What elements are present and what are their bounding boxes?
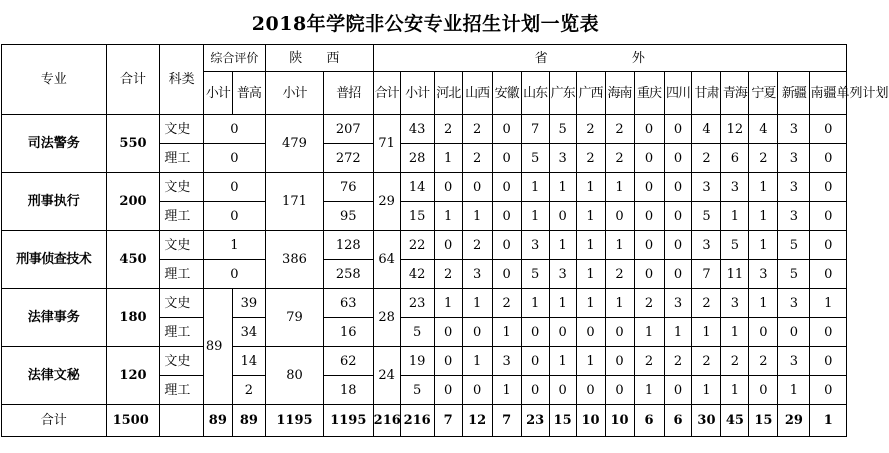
totals-row <box>2 405 847 437</box>
prov-cell: 2 <box>605 260 634 289</box>
prov-cell: 0 <box>664 231 692 260</box>
sx-sub-cell: 386 <box>265 231 323 289</box>
prov-cell: 1 <box>521 289 549 318</box>
prov-cell: 0 <box>810 347 847 376</box>
prov-cell: 0 <box>605 376 634 405</box>
header-shaanxi: 陕 西 <box>265 45 373 72</box>
prov-cell: 12 <box>721 115 749 144</box>
prov-cell: 11 <box>721 260 749 289</box>
prov-cell: 1 <box>576 289 605 318</box>
sx-normal-cell: 272 <box>323 144 373 173</box>
prov-cell: 3 <box>778 347 810 376</box>
sheet-title: 2018年学院非公安专业招生计划一览表 <box>251 12 600 35</box>
totals-sx-normal: 1195 <box>323 405 373 437</box>
prov-cell: 2 <box>749 144 778 173</box>
header-province: 新疆 <box>778 72 810 115</box>
prov-cell: 0 <box>434 376 462 405</box>
prov-cell: 2 <box>605 115 634 144</box>
sx-normal-cell: 76 <box>323 173 373 202</box>
prov-cell: 1 <box>462 202 492 231</box>
totals-prov-cell: 6 <box>634 405 664 437</box>
prov-cell: 1 <box>576 202 605 231</box>
prov-cell: 0 <box>492 260 521 289</box>
comp-cell: 0 <box>203 260 265 289</box>
prov-cell: 2 <box>462 144 492 173</box>
prov-cell: 1 <box>549 231 576 260</box>
table-row <box>2 173 847 202</box>
prov-cell: 1 <box>521 202 549 231</box>
subject-cell: 理工 <box>160 144 203 173</box>
header-province: 山西 <box>462 72 492 115</box>
out-total-cell: 28 <box>373 289 400 347</box>
prov-cell: 3 <box>778 144 810 173</box>
sx-normal-cell: 62 <box>323 347 373 376</box>
out-total-cell: 29 <box>373 173 400 231</box>
prov-cell: 0 <box>434 347 462 376</box>
prov-cell: 3 <box>549 144 576 173</box>
prov-cell: 0 <box>810 173 847 202</box>
prov-cell: 0 <box>749 376 778 405</box>
header-comp-normal: 普高 <box>232 72 265 115</box>
totals-out-total: 216 <box>373 405 400 437</box>
header-subject: 科类 <box>160 45 203 115</box>
prov-cell: 0 <box>521 318 549 347</box>
prov-cell: 3 <box>692 231 721 260</box>
prov-cell: 0 <box>810 115 847 144</box>
prov-cell: 2 <box>721 347 749 376</box>
header-province: 南疆单列计划 <box>810 72 847 115</box>
sx-sub-cell: 479 <box>265 115 323 173</box>
comp-cell: 1 <box>203 231 265 260</box>
prov-cell: 2 <box>434 115 462 144</box>
comp-normal-cell: 2 <box>232 376 265 405</box>
prov-cell: 0 <box>810 318 847 347</box>
prov-cell: 0 <box>664 144 692 173</box>
prov-cell: 1 <box>462 289 492 318</box>
prov-cell: 1 <box>692 318 721 347</box>
out-sub-cell: 23 <box>400 289 434 318</box>
totals-prov-cell: 23 <box>521 405 549 437</box>
header-sx-sub: 小计 <box>265 72 323 115</box>
prov-cell: 5 <box>721 231 749 260</box>
prov-cell: 1 <box>576 173 605 202</box>
prov-cell: 1 <box>549 347 576 376</box>
enrollment-plan-table <box>1 44 889 437</box>
totals-prov-cell: 10 <box>576 405 605 437</box>
table-row <box>2 231 847 260</box>
prov-cell: 0 <box>462 376 492 405</box>
header-province: 四川 <box>664 72 692 115</box>
major-name: 司法警务 <box>2 115 107 173</box>
totals-prov-cell: 29 <box>778 405 810 437</box>
prov-cell: 0 <box>810 231 847 260</box>
subject-cell: 文史 <box>160 347 203 376</box>
prov-cell: 0 <box>664 173 692 202</box>
prov-cell: 1 <box>692 376 721 405</box>
prov-cell: 1 <box>810 289 847 318</box>
comp-cell: 0 <box>203 202 265 231</box>
totals-prov-cell: 6 <box>664 405 692 437</box>
sx-normal-cell: 207 <box>323 115 373 144</box>
header-province: 山东 <box>521 72 549 115</box>
prov-cell: 1 <box>634 376 664 405</box>
subject-cell: 理工 <box>160 260 203 289</box>
totals-prov-cell: 30 <box>692 405 721 437</box>
comp-normal-cell: 34 <box>232 318 265 347</box>
prov-cell: 6 <box>721 144 749 173</box>
prov-cell: 2 <box>492 289 521 318</box>
prov-cell: 1 <box>749 289 778 318</box>
out-sub-cell: 5 <box>400 376 434 405</box>
prov-cell: 0 <box>549 202 576 231</box>
totals-prov-cell: 15 <box>549 405 576 437</box>
prov-cell: 0 <box>605 318 634 347</box>
prov-cell: 1 <box>492 376 521 405</box>
prov-cell: 0 <box>434 231 462 260</box>
comp-sub-merged: 89 <box>203 289 232 405</box>
out-sub-cell: 15 <box>400 202 434 231</box>
subject-cell: 理工 <box>160 202 203 231</box>
header-sx-normal: 普招 <box>323 72 373 115</box>
header-comp-sub: 小计 <box>203 72 232 115</box>
sx-sub-cell: 171 <box>265 173 323 231</box>
prov-cell: 1 <box>778 376 810 405</box>
header-province: 重庆 <box>634 72 664 115</box>
prov-cell: 3 <box>692 173 721 202</box>
prov-cell: 0 <box>634 144 664 173</box>
subject-cell: 文史 <box>160 231 203 260</box>
out-sub-cell: 14 <box>400 173 434 202</box>
major-total: 550 <box>106 115 160 173</box>
prov-cell: 5 <box>549 115 576 144</box>
table-row <box>2 289 847 318</box>
out-sub-cell: 28 <box>400 144 434 173</box>
prov-cell: 1 <box>576 231 605 260</box>
prov-cell: 0 <box>492 173 521 202</box>
prov-cell: 1 <box>434 144 462 173</box>
prov-cell: 0 <box>749 318 778 347</box>
prov-cell: 0 <box>778 318 810 347</box>
prov-cell: 1 <box>721 202 749 231</box>
prov-cell: 1 <box>605 231 634 260</box>
header-province: 海南 <box>605 72 634 115</box>
header-major: 专业 <box>2 45 107 115</box>
prov-cell: 1 <box>634 318 664 347</box>
prov-cell: 3 <box>721 289 749 318</box>
prov-cell: 1 <box>521 173 549 202</box>
prov-cell: 0 <box>434 318 462 347</box>
totals-comp-sub: 89 <box>203 405 232 437</box>
prov-cell: 0 <box>634 260 664 289</box>
table-row <box>2 115 847 144</box>
subject-cell: 文史 <box>160 115 203 144</box>
sx-normal-cell: 128 <box>323 231 373 260</box>
out-sub-cell: 19 <box>400 347 434 376</box>
prov-cell: 2 <box>462 231 492 260</box>
prov-cell: 2 <box>634 289 664 318</box>
prov-cell: 5 <box>692 202 721 231</box>
totals-out-sub: 216 <box>400 405 434 437</box>
totals-label: 合计 <box>2 405 107 437</box>
prov-cell: 3 <box>721 173 749 202</box>
totals-prov-cell: 1 <box>810 405 847 437</box>
prov-cell: 0 <box>634 231 664 260</box>
totals-prov-cell: 10 <box>605 405 634 437</box>
totals-prov-cell: 12 <box>462 405 492 437</box>
prov-cell: 0 <box>549 376 576 405</box>
prov-cell: 3 <box>492 347 521 376</box>
major-total: 180 <box>106 289 160 347</box>
prov-cell: 2 <box>605 144 634 173</box>
prov-cell: 1 <box>605 173 634 202</box>
prov-cell: 3 <box>749 260 778 289</box>
prov-cell: 0 <box>605 202 634 231</box>
prov-cell: 3 <box>462 260 492 289</box>
prov-cell: 0 <box>634 173 664 202</box>
prov-cell: 0 <box>434 173 462 202</box>
major-total: 200 <box>106 173 160 231</box>
major-name: 刑事执行 <box>2 173 107 231</box>
header-province: 甘肃 <box>692 72 721 115</box>
prov-cell: 0 <box>492 144 521 173</box>
prov-cell: 2 <box>664 347 692 376</box>
prov-cell: 2 <box>462 115 492 144</box>
prov-cell: 7 <box>692 260 721 289</box>
prov-cell: 0 <box>549 318 576 347</box>
out-total-cell: 64 <box>373 231 400 289</box>
prov-cell: 0 <box>492 115 521 144</box>
prov-cell: 3 <box>778 115 810 144</box>
major-total: 450 <box>106 231 160 289</box>
totals-prov-cell: 7 <box>492 405 521 437</box>
prov-cell: 1 <box>549 289 576 318</box>
prov-cell: 7 <box>521 115 549 144</box>
prov-cell: 3 <box>521 231 549 260</box>
prov-cell: 2 <box>692 347 721 376</box>
prov-cell: 0 <box>810 202 847 231</box>
prov-cell: 4 <box>692 115 721 144</box>
prov-cell: 0 <box>810 260 847 289</box>
out-sub-cell: 22 <box>400 231 434 260</box>
prov-cell: 5 <box>521 144 549 173</box>
sx-normal-cell: 258 <box>323 260 373 289</box>
totals-prov-cell: 15 <box>749 405 778 437</box>
sx-normal-cell: 16 <box>323 318 373 347</box>
prov-cell: 1 <box>576 260 605 289</box>
prov-cell: 0 <box>576 376 605 405</box>
prov-cell: 1 <box>434 202 462 231</box>
sx-normal-cell: 63 <box>323 289 373 318</box>
header-province: 青海 <box>721 72 749 115</box>
sx-sub-cell: 80 <box>265 347 323 405</box>
prov-cell: 0 <box>576 318 605 347</box>
prov-cell: 1 <box>749 231 778 260</box>
header-out-total: 合计 <box>373 72 400 115</box>
sx-sub-cell: 79 <box>265 289 323 347</box>
prov-cell: 2 <box>692 289 721 318</box>
comp-cell: 0 <box>203 144 265 173</box>
prov-cell: 1 <box>549 173 576 202</box>
prov-cell: 1 <box>462 347 492 376</box>
prov-cell: 0 <box>605 347 634 376</box>
header-row-1 <box>2 45 847 72</box>
totals-subject-empty <box>160 405 203 437</box>
prov-cell: 0 <box>664 115 692 144</box>
comp-cell: 0 <box>203 115 265 144</box>
prov-cell: 3 <box>549 260 576 289</box>
header-province: 安徽 <box>492 72 521 115</box>
comp-normal-cell: 39 <box>232 289 265 318</box>
prov-cell: 5 <box>778 231 810 260</box>
prov-cell: 0 <box>634 115 664 144</box>
header-province: 广西 <box>576 72 605 115</box>
prov-cell: 1 <box>721 376 749 405</box>
out-sub-cell: 42 <box>400 260 434 289</box>
prov-cell: 3 <box>778 289 810 318</box>
out-sub-cell: 5 <box>400 318 434 347</box>
subject-cell: 理工 <box>160 376 203 405</box>
prov-cell: 5 <box>521 260 549 289</box>
prov-cell: 0 <box>634 202 664 231</box>
header-province: 宁夏 <box>749 72 778 115</box>
prov-cell: 2 <box>576 144 605 173</box>
table-row <box>2 347 847 376</box>
major-name: 法律事务 <box>2 289 107 347</box>
prov-cell: 0 <box>462 173 492 202</box>
prov-cell: 3 <box>778 173 810 202</box>
prov-cell: 0 <box>462 318 492 347</box>
prov-cell: 1 <box>749 173 778 202</box>
out-sub-cell: 43 <box>400 115 434 144</box>
header-total: 合计 <box>106 45 160 115</box>
prov-cell: 0 <box>664 202 692 231</box>
out-total-cell: 24 <box>373 347 400 405</box>
prov-cell: 5 <box>778 260 810 289</box>
comp-normal-cell: 14 <box>232 347 265 376</box>
comp-cell: 0 <box>203 173 265 202</box>
subject-cell: 文史 <box>160 173 203 202</box>
prov-cell: 1 <box>721 318 749 347</box>
header-out-province: 省 外 <box>373 45 846 72</box>
header-province: 河北 <box>434 72 462 115</box>
totals-sx-sub: 1195 <box>265 405 323 437</box>
prov-cell: 2 <box>434 260 462 289</box>
prov-cell: 2 <box>576 115 605 144</box>
prov-cell: 2 <box>634 347 664 376</box>
prov-cell: 2 <box>749 347 778 376</box>
header-out-sub: 小计 <box>400 72 434 115</box>
prov-cell: 0 <box>492 231 521 260</box>
subject-cell: 理工 <box>160 318 203 347</box>
out-total-cell: 71 <box>373 115 400 173</box>
header-comprehensive: 综合评价 <box>203 45 265 72</box>
sx-normal-cell: 95 <box>323 202 373 231</box>
prov-cell: 3 <box>664 289 692 318</box>
totals-total: 1500 <box>106 405 160 437</box>
prov-cell: 1 <box>492 318 521 347</box>
prov-cell: 0 <box>664 376 692 405</box>
prov-cell: 1 <box>749 202 778 231</box>
prov-cell: 1 <box>605 289 634 318</box>
prov-cell: 0 <box>810 376 847 405</box>
major-name: 法律文秘 <box>2 347 107 405</box>
prov-cell: 3 <box>778 202 810 231</box>
prov-cell: 1 <box>664 318 692 347</box>
prov-cell: 0 <box>521 347 549 376</box>
prov-cell: 2 <box>692 144 721 173</box>
header-province: 广东 <box>549 72 576 115</box>
prov-cell: 0 <box>664 260 692 289</box>
prov-cell: 4 <box>749 115 778 144</box>
prov-cell: 0 <box>810 144 847 173</box>
sx-normal-cell: 18 <box>323 376 373 405</box>
prov-cell: 0 <box>521 376 549 405</box>
prov-cell: 0 <box>492 202 521 231</box>
totals-comp-normal: 89 <box>232 405 265 437</box>
totals-prov-cell: 7 <box>434 405 462 437</box>
major-total: 120 <box>106 347 160 405</box>
major-name: 刑事侦查技术 <box>2 231 107 289</box>
prov-cell: 1 <box>434 289 462 318</box>
totals-prov-cell: 45 <box>721 405 749 437</box>
prov-cell: 1 <box>576 347 605 376</box>
subject-cell: 文史 <box>160 289 203 318</box>
